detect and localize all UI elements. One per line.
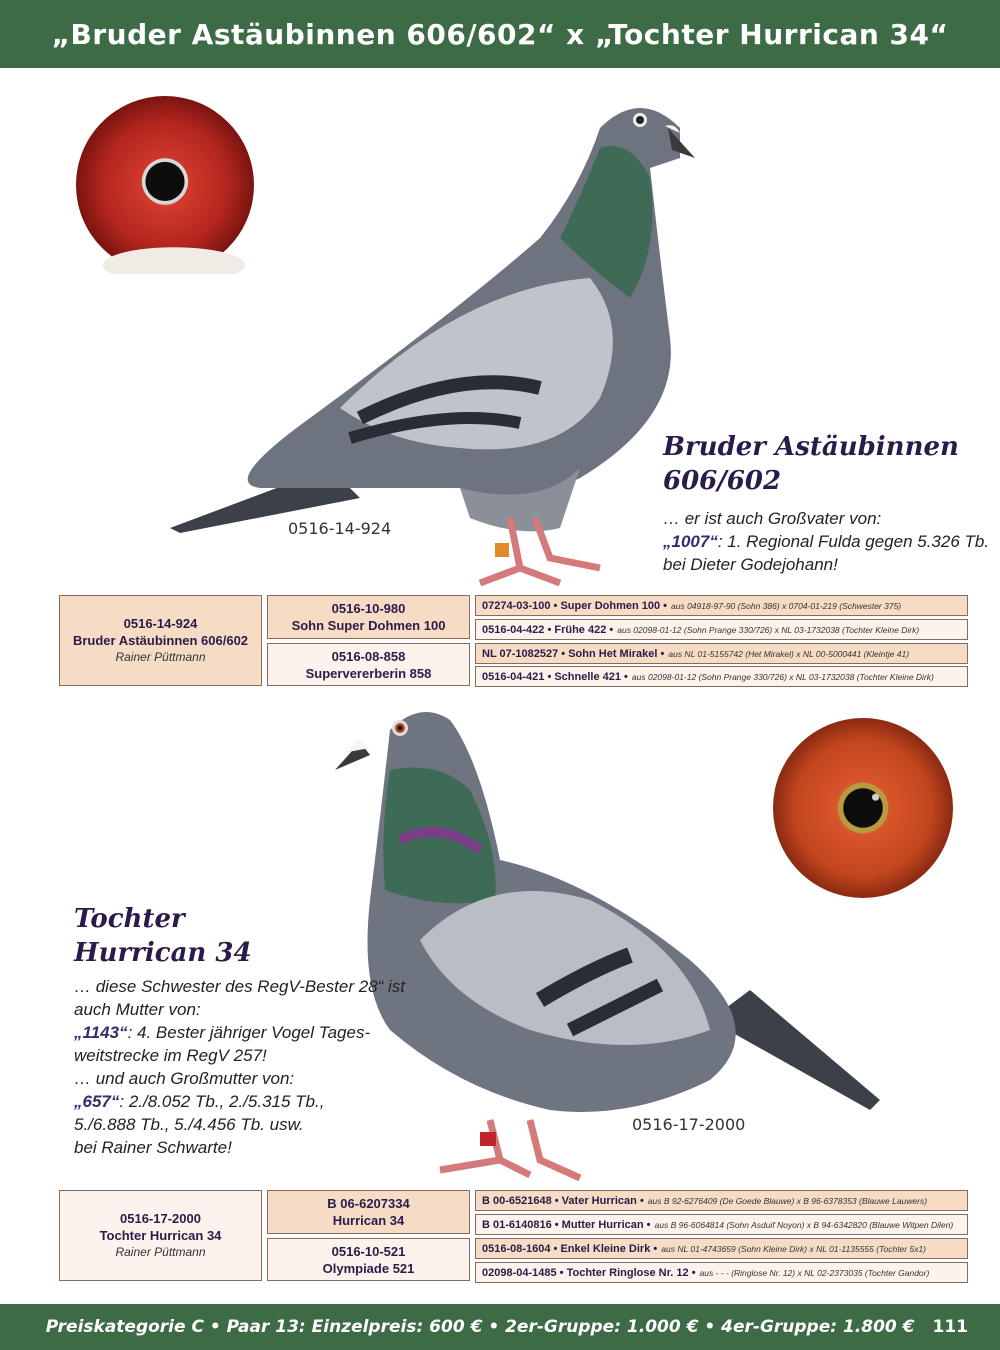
subject-ring: 0516-14-924 [123, 616, 198, 631]
grandparent-main: 0516-04-421 • Schnelle 421 • [482, 670, 628, 683]
pedigree-subject-bird2 [59, 1190, 262, 1281]
desc-line [74, 1021, 405, 1044]
pedigree-subject-bird1 [59, 595, 262, 686]
grandparent-row [475, 643, 968, 664]
dam-ring: 0516-08-858 [331, 648, 406, 664]
grandparent-main: 02098-04-1485 • Tochter Ringlose Nr. 12 • [482, 1266, 696, 1279]
grandparent-parents: aus B 92-6276409 (De Goede Blauwe) x B 96-6378353 (Blauwe Lauwers) [647, 1195, 928, 1206]
grandparent-row [475, 619, 968, 640]
desc-text: : 2./8.052 Tb., 2./5.315 Tb., [119, 1092, 325, 1111]
desc-line: weitstrecke im RegV 257! [74, 1046, 267, 1065]
sire-ring: B 06-6207334 [327, 1196, 410, 1211]
pedigree-dam-bird1 [267, 643, 470, 686]
footer-band [0, 1304, 1000, 1350]
ring-number-bird1: 0516-14-924 [288, 519, 392, 538]
sire-ring: 0516-10-980 [331, 601, 406, 616]
grandparent-row [475, 1214, 968, 1235]
page-title: „Bruder Astäubinnen 606/602“ x „Tochter Hurrican 34“ [51, 17, 949, 51]
desc-highlight: „1143“ [74, 1023, 128, 1042]
grandparent-row [475, 595, 968, 616]
bird2-title [74, 902, 252, 970]
eye-photo-bird2 [773, 718, 953, 898]
desc-text: : 4. Bester jähriger Vogel Tages- [127, 1023, 371, 1042]
grandparent-main: 0516-08-1604 • Enkel Kleine Dirk • [482, 1242, 658, 1255]
desc-line: auch Mutter von: [74, 1000, 201, 1019]
desc-highlight: „657“ [74, 1092, 120, 1111]
desc-highlight: „1007“ [663, 532, 718, 551]
grandparent-row [475, 1262, 968, 1283]
desc-line: 5./6.888 Tb., 5./4.456 Tb. usw. [74, 1115, 304, 1134]
sire-name: Sohn Super Dohmen 100 [291, 618, 446, 633]
grandparent-main: NL 07-1082527 • Sohn Het Mirakel • [482, 647, 665, 660]
subject-owner: Rainer Püttmann [115, 1245, 206, 1259]
header-band [0, 0, 1000, 68]
page-number: 111 [932, 1317, 968, 1337]
bird2-title-line2: Hurrican 34 [74, 938, 252, 968]
grandparent-parents: aus 02098-01-12 (Sohn Prange 330/726) x NL 03-1732038 (Tochter Kleine Dirk) [617, 624, 920, 635]
desc-line: bei Dieter Godejohann! [663, 555, 838, 574]
grandparent-row [475, 1238, 968, 1259]
grandparent-parents: aus 02098-01-12 (Sohn Prange 330/726) x NL 03-1732038 (Tochter Kleine Dirk) [631, 671, 934, 682]
grandparent-main: B 01-6140816 • Mutter Hurrican • [482, 1218, 651, 1231]
bird1-title [663, 430, 959, 498]
grandparent-parents: aus B 96-6064814 (Sohn Asduif Noyon) x B 94-6342820 (Blauwe Witpen Dilen) [654, 1219, 954, 1230]
bird1-title-line1: Bruder Astäubinnen [663, 432, 959, 462]
grandparent-main: B 00-6521648 • Vater Hurrican • [482, 1194, 644, 1207]
grandparent-parents: aus - - - (Ringlose Nr. 12) x NL 02-2373035 (Tochter Gandor) [699, 1267, 930, 1278]
bird1-title-line2: 606/602 [663, 466, 782, 496]
desc-line [663, 530, 989, 553]
grandparent-parents: aus NL 01-5155742 (Het Mirakel) x NL 00-5000441 (Kleintje 41) [668, 648, 910, 659]
grandparent-row [475, 1190, 968, 1211]
price-line: Preiskategorie C • Paar 13: Einzelpreis: 600 € • 2er-Gruppe: 1.000 € • 4er-Gruppe: 1.800 € [45, 1317, 915, 1337]
ring-number-bird2: 0516-17-2000 [632, 1115, 746, 1134]
grandparent-parents: aus 04918-97-90 (Sohn 386) x 0704-01-219 (Schwester 375) [671, 600, 902, 611]
dam-name: Olympiade 521 [322, 1260, 415, 1276]
subject-ring: 0516-17-2000 [120, 1211, 201, 1226]
sire-name: Hurrican 34 [332, 1213, 405, 1228]
bird1-description [663, 507, 989, 576]
desc-line: … und auch Großmutter von: [74, 1069, 295, 1088]
subject-name: Tochter Hurrican 34 [99, 1228, 222, 1243]
dam-ring: 0516-10-521 [331, 1243, 406, 1259]
bird2-description [74, 975, 405, 1159]
subject-owner: Rainer Püttmann [115, 650, 206, 664]
dam-name: Supervererberin 858 [305, 665, 432, 681]
desc-line: … diese Schwester des RegV-Bester 28“ ist [74, 977, 406, 996]
grandparent-main: 0516-04-422 • Frühe 422 • [482, 623, 614, 636]
subject-name: Bruder Astäubinnen 606/602 [72, 633, 249, 648]
desc-line: bei Rainer Schwarte! [74, 1138, 232, 1157]
desc-line: … er ist auch Großvater von: [663, 509, 882, 528]
desc-text: : 1. Regional Fulda gegen 5.326 Tb. [717, 532, 990, 551]
grandparent-row [475, 666, 968, 687]
pedigree-dam-bird2 [267, 1238, 470, 1281]
desc-line [74, 1090, 405, 1113]
bird2-title-line1: Tochter [74, 904, 185, 934]
pedigree-sire-bird1 [267, 595, 470, 639]
grandparent-parents: aus NL 01-4743659 (Sohn Kleine Dirk) x NL 01-1135555 (Tochter 5x1) [661, 1243, 927, 1254]
grandparent-main: 07274-03-100 • Super Dohmen 100 • [482, 599, 668, 612]
pigeon-photo-bird1 [160, 88, 700, 593]
pedigree-sire-bird2 [267, 1190, 470, 1234]
